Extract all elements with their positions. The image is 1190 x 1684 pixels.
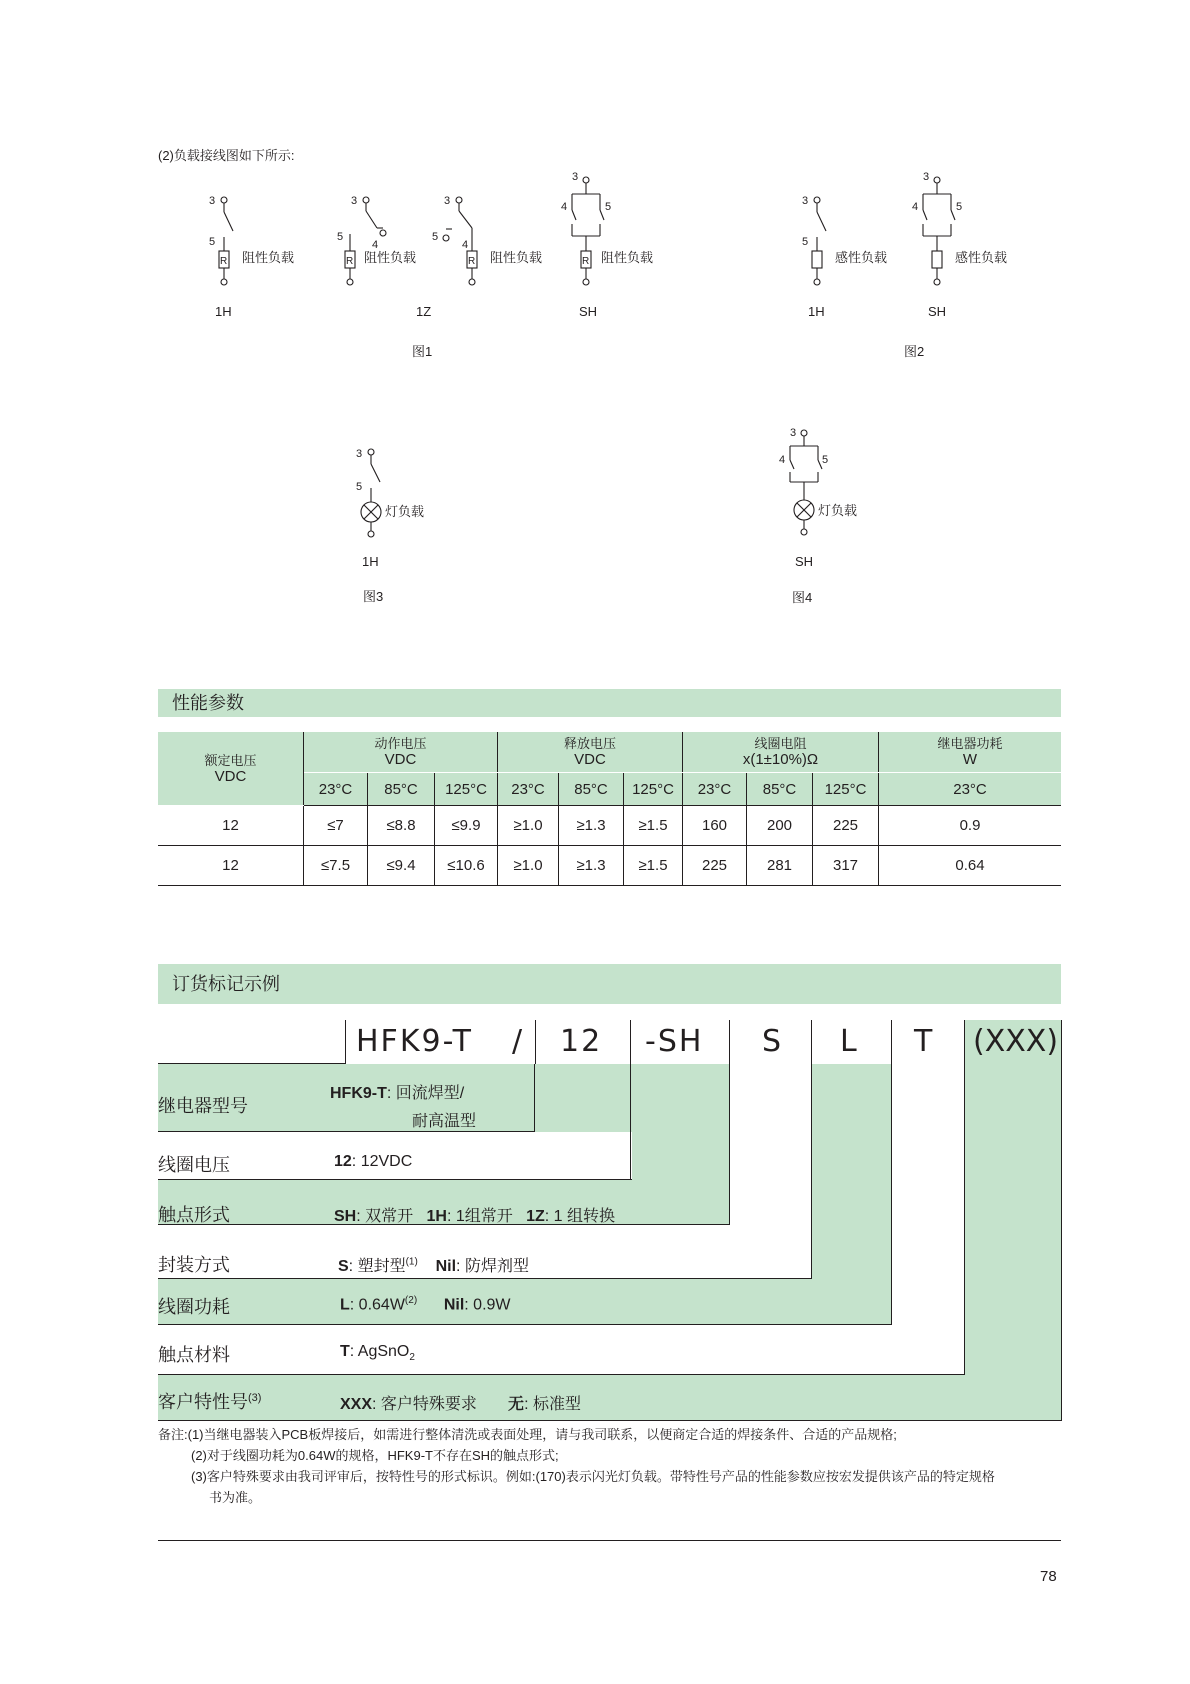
code-material: T [914, 1024, 935, 1059]
perf-section-bar [158, 689, 1061, 717]
pin-label: 5 [956, 201, 963, 213]
footer-rule [158, 1540, 1061, 1541]
pin-label: 4 [779, 454, 786, 466]
pin-label: 5 [209, 236, 216, 248]
type-label: SH [795, 554, 814, 569]
pin-label: 5 [337, 231, 344, 243]
perf-table [158, 732, 1061, 886]
diagram-fig4-sh [790, 430, 822, 535]
load-label: 感性负载 [835, 250, 888, 265]
figure-label: 图2 [904, 344, 925, 359]
diagram-fig1-1z-b [443, 197, 477, 285]
pin-label: 3 [790, 427, 797, 439]
code-special: (XXX) [973, 1024, 1059, 1059]
row-value-power: L: $0.64W^{(2)}$ Nil: 0.9W [340, 1295, 511, 1314]
header-operate-voltage: 动作电压 VDC [304, 732, 498, 773]
row-label-model: 继电器型号 [158, 1096, 248, 1116]
code-power: L [840, 1024, 859, 1059]
row-value-special: XXX: 客户特殊要求 无: 标准型 [340, 1396, 581, 1413]
row-value-material: T: AgSnO$_2$ [340, 1343, 415, 1364]
pin-label: 5 [605, 201, 612, 213]
pin-label: 4 [462, 239, 469, 251]
diagram-fig1-1h [219, 197, 233, 285]
pin-label: 4 [561, 201, 568, 213]
pin-label: 5 [802, 236, 809, 248]
temp-cell: 23°C [304, 773, 368, 806]
diagram-fig2-sh [923, 177, 955, 285]
row-label-material: 触点材料 [158, 1345, 230, 1365]
load-label: 阻性负载 [601, 250, 654, 265]
pin-label: 5 [356, 481, 363, 493]
r-symbol: R [468, 256, 476, 267]
pin-label: 3 [351, 195, 358, 207]
note-1: 备注:(1)当继电器装入PCB板焊接后，如需进行整体清洗或表面处理，请与我司联系，以便商定合适的焊接条件、合适的产品规格; [158, 1427, 897, 1442]
temp-cell: 85°C [747, 773, 813, 806]
row-value-voltage: 12: 12VDC [334, 1153, 413, 1170]
type-label: 1H [215, 304, 232, 319]
temp-cell: 85°C [368, 773, 435, 806]
pin-label: 4 [372, 239, 379, 251]
temp-cell: 125°C [813, 773, 879, 806]
load-label: 阻性负载 [364, 250, 417, 265]
pin-label: 5 [432, 231, 439, 243]
pin-label: 5 [822, 454, 829, 466]
type-label: 1H [808, 304, 825, 319]
r-symbol: R [582, 256, 590, 267]
row-label-seal: 封装方式 [158, 1255, 230, 1275]
row-label-voltage: 线圈电压 [158, 1155, 230, 1175]
code-contact: -SH [645, 1024, 704, 1059]
order-section-bar [158, 964, 1061, 1004]
type-label: 1Z [416, 304, 432, 319]
header-coil-resistance: 线圈电阻 x(1±10%)Ω [683, 732, 879, 773]
perf-section-title: 性能参数 [172, 693, 244, 713]
temp-cell: 125°C [624, 773, 683, 806]
pin-label: 3 [209, 195, 216, 207]
row-value-seal: S: 塑封型$^{(1)}$ Nil: 防焊剂型 [338, 1256, 529, 1275]
note-3: (3)客户特殊要求由我司评审后，按特性号的形式标识。例如:(170)表示闪光灯负载。带特性号产品的性能参数应按宏发提供该产品的特定规格 [191, 1469, 995, 1484]
header-release-voltage: 释放电压 VDC [498, 732, 683, 773]
figure-label: 图4 [792, 590, 813, 605]
header-rated-voltage: 额定电压 VDC [158, 732, 304, 806]
order-section-title: 订货标记示例 [172, 974, 280, 994]
diagram-fig1-sh [572, 177, 604, 285]
note-2: (2)对于线圈功耗为0.64W的规格，HFK9-T不存在SH的触点形式; [191, 1448, 559, 1463]
intro-text: (2)负载接线图如下所示: [158, 148, 295, 163]
figure-label: 图3 [363, 589, 384, 604]
diagram-fig3-1h [361, 449, 381, 537]
header-power: 继电器功耗 W [879, 732, 1062, 773]
code-voltage: 12 [560, 1024, 603, 1059]
page-number: 78 [1040, 1568, 1057, 1585]
type-label: SH [579, 304, 598, 319]
type-label: 1H [362, 554, 379, 569]
pin-label: 3 [802, 195, 809, 207]
temp-cell: 125°C [435, 773, 498, 806]
table-row: 12 ≤7 ≤8.8 ≤9.9 ≥1.0 ≥1.3 ≥1.5 160 200 225 0.9 [158, 806, 1061, 846]
temp-cell: 23°C [879, 773, 1062, 806]
temp-cell: 23°C [498, 773, 559, 806]
diagram-fig2-1h [812, 197, 826, 285]
row-label-special: 客户特性号$^{(3)}$ [158, 1392, 262, 1412]
load-label: 灯负载 [385, 504, 425, 519]
wiring-diagrams [0, 160, 1190, 620]
code-seal: S [762, 1024, 784, 1059]
pin-label: 4 [912, 201, 919, 213]
r-symbol: R [346, 256, 354, 267]
pin-label: 3 [923, 171, 930, 183]
diagram-fig1-1z-a [345, 197, 386, 285]
row-label-power: 线圈功耗 [158, 1297, 230, 1317]
row-value-model: HFK9-T: 回流焊型/ [330, 1085, 465, 1102]
figure-label: 图1 [412, 344, 433, 359]
code-slash: / [512, 1024, 525, 1059]
code-model: HFK9-T [356, 1024, 473, 1059]
row-value-contact: SH: 双常开 1H: 1组常开 1Z: 1 组转换 [334, 1208, 615, 1225]
r-symbol: R [220, 256, 228, 267]
load-label: 阻性负载 [490, 250, 543, 265]
pin-label: 3 [356, 448, 363, 460]
temp-cell: 85°C [559, 773, 624, 806]
note-3-cont: 书为准。 [209, 1490, 262, 1505]
pin-label: 3 [572, 171, 579, 183]
type-label: SH [928, 304, 947, 319]
temp-cell: 23°C [683, 773, 747, 806]
load-label: 灯负载 [818, 503, 858, 518]
pin-label: 3 [444, 195, 451, 207]
load-label: 感性负载 [955, 250, 1008, 265]
row-label-contact: 触点形式 [158, 1205, 230, 1225]
load-label: 阻性负载 [242, 250, 295, 265]
table-row: 12 ≤7.5 ≤9.4 ≤10.6 ≥1.0 ≥1.3 ≥1.5 225 281 317 0.64 [158, 846, 1061, 886]
